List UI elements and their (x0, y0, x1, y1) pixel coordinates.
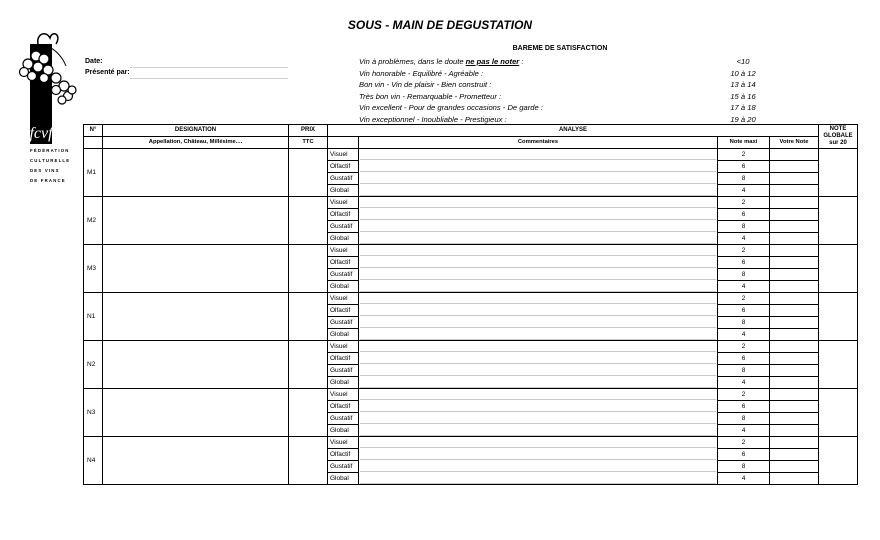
comment-line (360, 281, 716, 292)
header-designation-sub: Appellation, Château, Millésime.... (103, 137, 289, 149)
votre-note-field[interactable] (770, 185, 819, 197)
logo-monogram: fcvf (29, 125, 53, 142)
comment-line (360, 437, 716, 448)
comment-line (360, 233, 716, 244)
note-maxi-value: 4 (718, 473, 770, 485)
criterion-label: Gustatif (328, 269, 359, 281)
comment-line (360, 149, 716, 160)
note-maxi-value: 6 (718, 209, 770, 221)
wine-code: N1 (84, 293, 103, 341)
comment-line (360, 329, 716, 340)
note-maxi-value: 2 (718, 389, 770, 401)
note-maxi-value: 4 (718, 233, 770, 245)
wine-criterion-row (84, 389, 858, 401)
comment-line (360, 389, 716, 400)
comment-field[interactable] (359, 449, 718, 461)
presenter-label: Présenté par: (85, 69, 130, 76)
comment-line (360, 377, 716, 388)
note-globale-field[interactable] (819, 437, 858, 485)
votre-note-field[interactable] (770, 269, 819, 281)
bareme-text: Très bon vin - Remarquable - Prometteur : (359, 91, 502, 101)
bareme-text: Vin à problèmes, dans le doute (359, 57, 466, 66)
votre-note-field[interactable] (770, 461, 819, 473)
votre-note-field[interactable] (770, 365, 819, 377)
votre-note-field[interactable] (770, 389, 819, 401)
comment-field[interactable] (359, 389, 718, 401)
votre-note-field[interactable] (770, 233, 819, 245)
comment-line (360, 209, 716, 220)
note-globale-field[interactable] (819, 293, 858, 341)
comment-line (360, 245, 716, 256)
comment-field[interactable] (359, 341, 718, 353)
comment-field[interactable] (359, 317, 718, 329)
note-maxi-value: 8 (718, 365, 770, 377)
note-maxi-value: 2 (718, 437, 770, 449)
comment-line (360, 353, 716, 364)
wine-code: N2 (84, 341, 103, 389)
comment-line (360, 401, 716, 412)
comment-line (360, 305, 716, 316)
tasting-table (83, 124, 858, 485)
wine-designation-field[interactable] (103, 341, 289, 389)
header-designation: DESIGNATION (103, 125, 289, 137)
note-maxi-value: 2 (718, 341, 770, 353)
note-maxi-value: 8 (718, 269, 770, 281)
criterion-label: Olfactif (328, 353, 359, 365)
votre-note-field[interactable] (770, 413, 819, 425)
page-title: SOUS - MAIN DE DEGUSTATION (347, 18, 533, 32)
criterion-label: Visuel (328, 389, 359, 401)
note-globale-field[interactable] (819, 197, 858, 245)
comment-line (360, 257, 716, 268)
bareme-text: Vin excellent - Pour de grandes occasions - De garde : (359, 103, 543, 112)
votre-note-field[interactable] (770, 293, 819, 305)
votre-note-field[interactable] (770, 281, 819, 293)
header-note-globale-3: sur 20 (829, 140, 847, 146)
votre-note-field[interactable] (770, 473, 819, 485)
criterion-label: Global (328, 377, 359, 389)
wine-price-field[interactable] (289, 149, 328, 197)
wine-designation-field[interactable] (103, 389, 289, 437)
bareme-description (359, 57, 524, 66)
bareme-text: Bon vin - Vin de plaisir - Bien construit : (359, 80, 492, 89)
bareme-score: <10 (736, 57, 750, 66)
header-no-sub (84, 137, 103, 149)
bareme-score: 19 à 20 (730, 114, 756, 124)
bareme-description (359, 103, 543, 112)
comment-field[interactable] (359, 461, 718, 473)
logo-line-4: DE FRANCE (30, 178, 66, 183)
comment-field[interactable] (359, 305, 718, 317)
wine-criterion-row (84, 437, 858, 449)
criterion-label: Olfactif (328, 449, 359, 461)
criterion-label: Visuel (328, 293, 359, 305)
bareme-description (359, 115, 507, 124)
wine-price-field[interactable] (289, 389, 328, 437)
criterion-label: Global (328, 329, 359, 341)
comment-field[interactable] (359, 257, 718, 269)
criterion-label: Global (328, 473, 359, 485)
comment-line (360, 341, 716, 352)
wine-price-field[interactable] (289, 293, 328, 341)
note-maxi-value: 6 (718, 305, 770, 317)
comment-line (360, 461, 716, 472)
votre-note-field[interactable] (770, 437, 819, 449)
wine-code: M1 (84, 149, 103, 197)
criterion-label: Olfactif (328, 209, 359, 221)
header-prix: PRIX (289, 125, 328, 137)
comment-line (360, 293, 716, 304)
comment-field[interactable] (359, 173, 718, 185)
comment-line (360, 173, 716, 184)
note-maxi-value: 8 (718, 317, 770, 329)
criterion-label: Olfactif (328, 257, 359, 269)
criterion-label: Visuel (328, 149, 359, 161)
header-prix-sub: TTC (289, 137, 328, 149)
comment-line (360, 449, 716, 460)
note-maxi-value: 4 (718, 329, 770, 341)
wine-designation-field[interactable] (103, 245, 289, 293)
logo-line-2: CULTURELLE (30, 158, 71, 163)
bareme-row (359, 57, 779, 68)
note-maxi-value: 4 (718, 377, 770, 389)
bareme-score: 15 à 16 (730, 91, 756, 101)
comment-line (360, 197, 716, 208)
note-maxi-value: 6 (718, 449, 770, 461)
header-criterion-blank (328, 137, 359, 149)
note-maxi-value: 2 (718, 245, 770, 257)
criterion-label: Gustatif (328, 317, 359, 329)
comment-field[interactable] (359, 293, 718, 305)
wine-code: N4 (84, 437, 103, 485)
bareme-score: 10 à 12 (730, 68, 756, 78)
header-votre-note: Votre Note (770, 137, 819, 149)
comment-field[interactable] (359, 245, 718, 257)
criterion-label: Olfactif (328, 305, 359, 317)
wine-code: N3 (84, 389, 103, 437)
wine-designation-field[interactable] (103, 293, 289, 341)
note-globale-field[interactable] (819, 149, 858, 197)
presenter-field[interactable] (130, 78, 288, 79)
wine-price-field[interactable] (289, 197, 328, 245)
criterion-label: Gustatif (328, 173, 359, 185)
note-maxi-value: 8 (718, 413, 770, 425)
criterion-label: Global (328, 233, 359, 245)
criterion-label: Visuel (328, 197, 359, 209)
comment-field[interactable] (359, 185, 718, 197)
note-maxi-value: 6 (718, 257, 770, 269)
votre-note-field[interactable] (770, 161, 819, 173)
wine-criterion-row (84, 245, 858, 257)
bareme-description (359, 92, 501, 101)
comment-field[interactable] (359, 269, 718, 281)
note-maxi-value: 4 (718, 281, 770, 293)
votre-note-field[interactable] (770, 197, 819, 209)
comment-field[interactable] (359, 365, 718, 377)
votre-note-field[interactable] (770, 401, 819, 413)
wine-designation-field[interactable] (103, 197, 289, 245)
wine-code: M2 (84, 197, 103, 245)
wine-price-field[interactable] (289, 245, 328, 293)
header-commentaires: Commentaires (359, 137, 718, 149)
comment-field[interactable] (359, 209, 718, 221)
comment-line (360, 269, 716, 280)
note-globale-field[interactable] (819, 389, 858, 437)
logo-line-3: DES VINS (30, 168, 60, 173)
votre-note-field[interactable] (770, 245, 819, 257)
bareme-description (359, 69, 483, 78)
comment-field[interactable] (359, 425, 718, 437)
note-maxi-value: 4 (718, 185, 770, 197)
note-globale-field[interactable] (819, 245, 858, 293)
header-note-globale-2: GLOBALE (823, 133, 853, 139)
note-globale-field[interactable] (819, 341, 858, 389)
votre-note-field[interactable] (770, 209, 819, 221)
votre-note-field[interactable] (770, 341, 819, 353)
comment-field[interactable] (359, 221, 718, 233)
wine-criterion-row (84, 341, 858, 353)
criterion-label: Global (328, 281, 359, 293)
note-maxi-value: 6 (718, 401, 770, 413)
comment-line (360, 161, 716, 172)
criterion-label: Olfactif (328, 401, 359, 413)
note-maxi-value: 2 (718, 149, 770, 161)
wine-price-field[interactable] (289, 437, 328, 485)
comment-field[interactable] (359, 281, 718, 293)
criterion-label: Visuel (328, 245, 359, 257)
comment-field[interactable] (359, 401, 718, 413)
wine-price-field[interactable] (289, 341, 328, 389)
votre-note-field[interactable] (770, 305, 819, 317)
fcvf-logo (16, 26, 78, 191)
bareme-description (359, 80, 491, 89)
comment-field[interactable] (359, 329, 718, 341)
comment-field[interactable] (359, 413, 718, 425)
date-label: Date: (85, 58, 103, 65)
bareme-row (359, 80, 779, 91)
bareme-row (359, 69, 779, 80)
wine-criterion-row (84, 293, 858, 305)
header-no: N° (84, 125, 103, 137)
comment-line (360, 413, 716, 424)
wine-criterion-row (84, 149, 858, 161)
votre-note-field[interactable] (770, 449, 819, 461)
criterion-label: Visuel (328, 341, 359, 353)
comment-field[interactable] (359, 197, 718, 209)
bareme-text: Vin exceptionnel - Inoubliable - Prestigieux : (359, 114, 507, 124)
comment-line (360, 425, 716, 436)
votre-note-field[interactable] (770, 257, 819, 269)
comment-field[interactable] (359, 473, 718, 485)
logo-line-1: FÉDÉRATION (30, 148, 70, 153)
comment-field[interactable] (359, 353, 718, 365)
note-maxi-value: 8 (718, 221, 770, 233)
comment-field[interactable] (359, 233, 718, 245)
grape-logo-icon (16, 26, 78, 146)
votre-note-field[interactable] (770, 353, 819, 365)
note-maxi-value: 8 (718, 461, 770, 473)
note-maxi-value: 6 (718, 161, 770, 173)
bareme-score: 13 à 14 (730, 80, 756, 89)
header-note-globale-1: NOTE (829, 126, 847, 132)
bareme-score: 17 à 18 (730, 103, 756, 112)
note-maxi-value: 4 (718, 425, 770, 437)
criterion-label: Gustatif (328, 461, 359, 473)
wine-criterion-row (84, 197, 858, 209)
bareme-title: BAREME DE SATISFACTION (512, 45, 608, 52)
votre-note-field[interactable] (770, 329, 819, 341)
comment-line (360, 185, 716, 196)
bareme-row (359, 103, 779, 114)
bareme-emphasis: ne pas le noter (465, 57, 520, 66)
comment-field[interactable] (359, 149, 718, 161)
comment-field[interactable] (359, 437, 718, 449)
votre-note-field[interactable] (770, 317, 819, 329)
wine-designation-field[interactable] (103, 437, 289, 485)
wine-designation-field[interactable] (103, 149, 289, 197)
votre-note-field[interactable] (770, 425, 819, 437)
wine-code: M3 (84, 245, 103, 293)
votre-note-field[interactable] (770, 173, 819, 185)
criterion-label: Gustatif (328, 221, 359, 233)
bareme-row (359, 92, 779, 103)
criterion-label: Visuel (328, 437, 359, 449)
criterion-label: Global (328, 425, 359, 437)
note-maxi-value: 2 (718, 197, 770, 209)
bareme-tail: : (519, 57, 524, 66)
criterion-label: Olfactif (328, 161, 359, 173)
comment-field[interactable] (359, 161, 718, 173)
bareme-text: Vin honorable - Equilibré - Agréable : (359, 68, 484, 78)
votre-note-field[interactable] (770, 377, 819, 389)
comment-line (360, 473, 716, 484)
criterion-label: Gustatif (328, 365, 359, 377)
criterion-label: Global (328, 185, 359, 197)
comment-line (360, 317, 716, 328)
note-maxi-value: 6 (718, 353, 770, 365)
comment-line (360, 365, 716, 376)
votre-note-field[interactable] (770, 149, 819, 161)
criterion-label: Gustatif (328, 413, 359, 425)
votre-note-field[interactable] (770, 221, 819, 233)
comment-field[interactable] (359, 377, 718, 389)
comment-line (360, 221, 716, 232)
note-maxi-value: 2 (718, 293, 770, 305)
header-note-globale (819, 125, 858, 149)
header-analyse: ANALYSE (328, 125, 819, 137)
note-maxi-value: 8 (718, 173, 770, 185)
date-field[interactable] (130, 67, 288, 68)
header-note-maxi: Note maxi (718, 137, 770, 149)
